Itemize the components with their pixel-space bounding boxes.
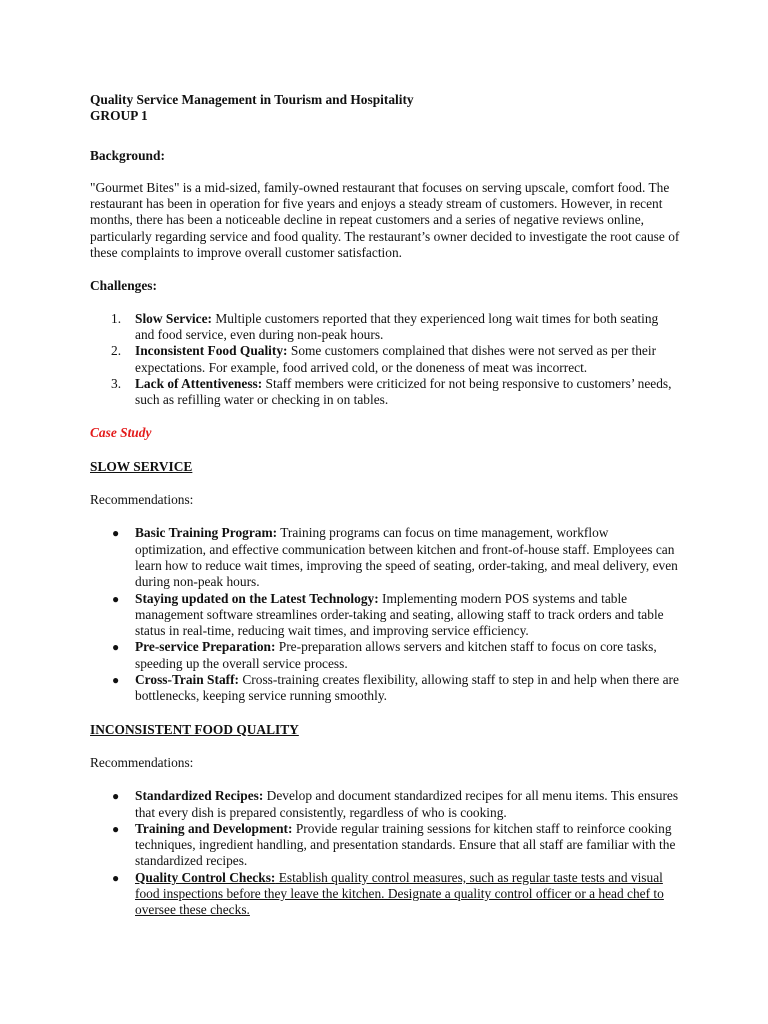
recommendation-text: Training programs can focus on time management, workflow optimization, and effective communication between kitchen and front-of-house staff. Employees can learn how to reduce wait times, improving the speed of seating, order-taking, and meal delivery, even during non-peak hours. <box>135 525 678 590</box>
food-quality-recommendations-list <box>90 788 680 918</box>
bullet-icon: ● <box>112 591 120 606</box>
list-item <box>90 672 680 705</box>
bullet-icon: ● <box>112 526 120 541</box>
list-item <box>90 591 680 640</box>
bullet-icon: ● <box>112 870 120 885</box>
slow-service-recommendations-list <box>90 525 680 704</box>
list-item <box>90 639 680 672</box>
slow-service-heading: SLOW SERVICE <box>90 458 193 474</box>
list-item <box>90 870 680 919</box>
food-quality-recommendations-label: Recommendations: <box>90 754 194 770</box>
slow-service-recommendations-label: Recommendations: <box>90 492 194 508</box>
challenge-text: Staff members were criticized for not being responsive to customers’ needs, such as refilling water or checking in on tables. <box>135 375 672 408</box>
inconsistent-food-quality-heading: INCONSISTENT FOOD QUALITY <box>90 721 299 737</box>
challenge-term: Slow Service: <box>135 310 212 326</box>
list-item <box>90 525 680 590</box>
group-label: GROUP 1 <box>90 108 148 124</box>
recommendation-term: Training and Development: <box>135 820 293 836</box>
recommendation-term: Cross-Train Staff: <box>135 672 240 688</box>
document-page <box>90 92 680 919</box>
recommendation-text: Cross-training creates flexibility, allowing staff to step in and help when there are bottlenecks, keeping service running smoothly. <box>135 672 679 704</box>
background-paragraph: "Gourmet Bites" is a mid-sized, family-owned restaurant that focuses on serving upscale, comfort food. The restaurant has been in operation for five years and enjoys a steady stream of customers. However, in recent months, there has been a noticeable decline in repeat customers and a series of negative reviews online, particularly regarding service and food quality. The restaurant’s owner decided to investigate the root cause of these complaints to improve overall customer satisfaction. <box>90 179 680 261</box>
recommendation-text: Implementing modern POS systems and table management software streamlines order-taking and seating, allowing staff to track orders and table status in real-time, reducing wait times, and improving service efficiency. <box>135 590 664 639</box>
recommendation-text: Provide regular training sessions for kitchen staff to reinforce cooking techniques, ingredient handling, and presentation standards. Ensure that all staff are familiar with the standardized recipes. <box>135 820 676 869</box>
bullet-icon: ● <box>112 789 120 804</box>
list-number: 3. <box>111 375 122 391</box>
challenges-list <box>90 311 680 409</box>
challenges-heading: Challenges: <box>90 278 157 294</box>
challenge-item <box>90 311 680 344</box>
recommendation-term: Quality Control Checks: <box>135 869 276 885</box>
bullet-icon: ● <box>112 821 120 836</box>
recommendation-term: Staying updated on the Latest Technology: <box>135 590 379 606</box>
case-study-label: Case Study <box>90 425 152 441</box>
challenge-term: Inconsistent Food Quality: <box>135 343 288 359</box>
recommendation-text: Pre-preparation allows servers and kitchen staff to focus on core tasks, speeding up the overall service process. <box>135 639 657 671</box>
challenge-text: Multiple customers reported that they experienced long wait times for both seating and food service, even during non-peak hours. <box>135 310 659 342</box>
list-number: 1. <box>111 310 122 326</box>
recommendation-text: Establish quality control measures, such as regular taste tests and visual food inspections before they leave the kitchen. Designate a quality control officer or a head chef to oversee these checks. <box>135 869 664 918</box>
challenge-term: Lack of Attentiveness: <box>135 375 263 391</box>
recommendation-term: Pre-service Preparation: <box>135 639 276 655</box>
challenge-text: Some customers complained that dishes were not served as per their expectations. For example, food arrived cold, or the doneness of meat was incorrect. <box>135 343 657 375</box>
course-title: Quality Service Management in Tourism and Hospitality <box>90 92 414 107</box>
challenge-item <box>90 343 680 376</box>
bullet-icon: ● <box>112 640 120 655</box>
recommendation-term: Standardized Recipes: <box>135 788 264 804</box>
challenge-item <box>90 376 680 409</box>
list-item <box>90 788 680 821</box>
list-number: 2. <box>111 343 122 359</box>
background-heading: Background: <box>90 147 165 163</box>
recommendation-text: Develop and document standardized recipes for all menu items. This ensures that every dish is prepared consistently, regardless of who is cooking. <box>135 788 679 820</box>
bullet-icon: ● <box>112 673 120 688</box>
list-item <box>90 821 680 870</box>
recommendation-term: Basic Training Program: <box>135 525 278 541</box>
